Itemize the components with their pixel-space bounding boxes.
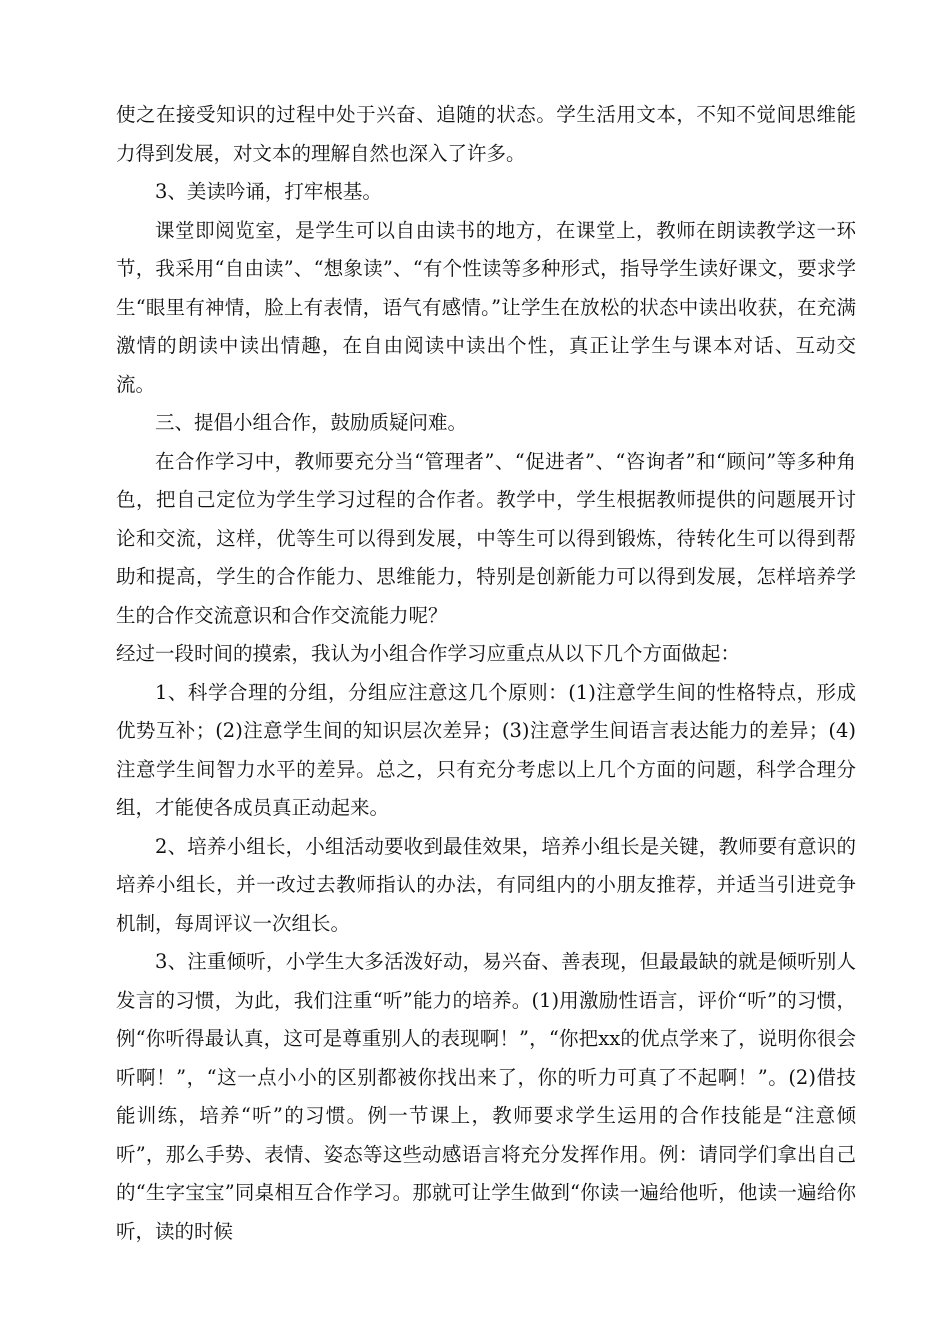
paragraph-heading-3-recite: 3、美读吟诵，打牢根基。 (155, 180, 382, 203)
document-body (116, 96, 856, 1251)
paragraph-exploration-summary: 经过一段时间的摸索，我认为小组合作学习应重点从以下几个方面做起： (116, 642, 741, 665)
paragraph-listening-habits: 3、注重倾听，小学生大多活泼好动，易兴奋、善表现，但最最缺的就是倾听别人发言的习惯，为此，我们注重“听”能力的培养。(1)用激励性语言，评价“听”的习惯，例“你听得最认真，这可是尊重别人的表现啊！”，“你把xx的优点学来了，说明你很会听啊！”，“这一点小小的区别都被你找出来了，你的听力可真了不起啊！”。(2)借技能训练，培养“听”的习惯。例一节课上，教师要求学生运用的合作技能是“注意倾听”，那么手势、表情、姿态等这些动感语言将充分发挥作用。例：请同学们拿出自己的“生字宝宝”同桌相互合作学习。那就可让学生做到“你读一遍给他听，他读一遍给你听，读的时候 (116, 950, 856, 1243)
paragraph-group-leader: 2、培养小组长，小组活动要收到最佳效果，培养小组长是关键，教师要有意识的培养小组长，并一改过去教师指认的办法，有同组内的小朋友推荐，并适当引进竞争机制，每周评议一次组长。 (116, 834, 856, 935)
paragraph-grouping-principles: 1、科学合理的分组，分组应注意这几个原则：(1)注意学生间的性格特点，形成优势互补；(2)注意学生间的知识层次差异；(3)注意学生间语言表达能力的差异；(4)注意学生间智力水平的差异。总之，只有充分考虑以上几个方面的问题，科学合理分组，才能使各成员真正动起来。 (116, 680, 856, 819)
paragraph-reading-room: 课堂即阅览室，是学生可以自由读书的地方，在课堂上，教师在朗读教学这一环节，我采用“自由读”、“想象读”、“有个性读等多种形式，指导学生读好课文，要求学生“眼里有神情，脸上有表情，语气有感情。”让学生在放松的状态中读出收获，在充满激情的朗读中读出情趣，在自由阅读中读出个性，真正让学生与课本对话、互动交流。 (116, 218, 856, 396)
paragraph-section-three-heading: 三、提倡小组合作，鼓励质疑问难。 (155, 411, 468, 434)
paragraph-intro-continuation: 使之在接受知识的过程中处于兴奋、追随的状态。学生活用文本，不知不觉间思维能力得到发展，对文本的理解自然也深入了许多。 (116, 103, 856, 165)
paragraph-cooperative-learning: 在合作学习中，教师要充分当“管理者”、“促进者”、“咨询者”和“顾问”等多种角色，把自己定位为学生学习过程的合作者。教学中，学生根据教师提供的问题展开讨论和交流，这样，优等生可以得到发展，中等生可以得到锻炼，待转化生可以得到帮助和提高，学生的合作能力、思维能力，特别是创新能力可以得到发展，怎样培养学生的合作交流意识和合作交流能力呢？ (116, 449, 856, 627)
